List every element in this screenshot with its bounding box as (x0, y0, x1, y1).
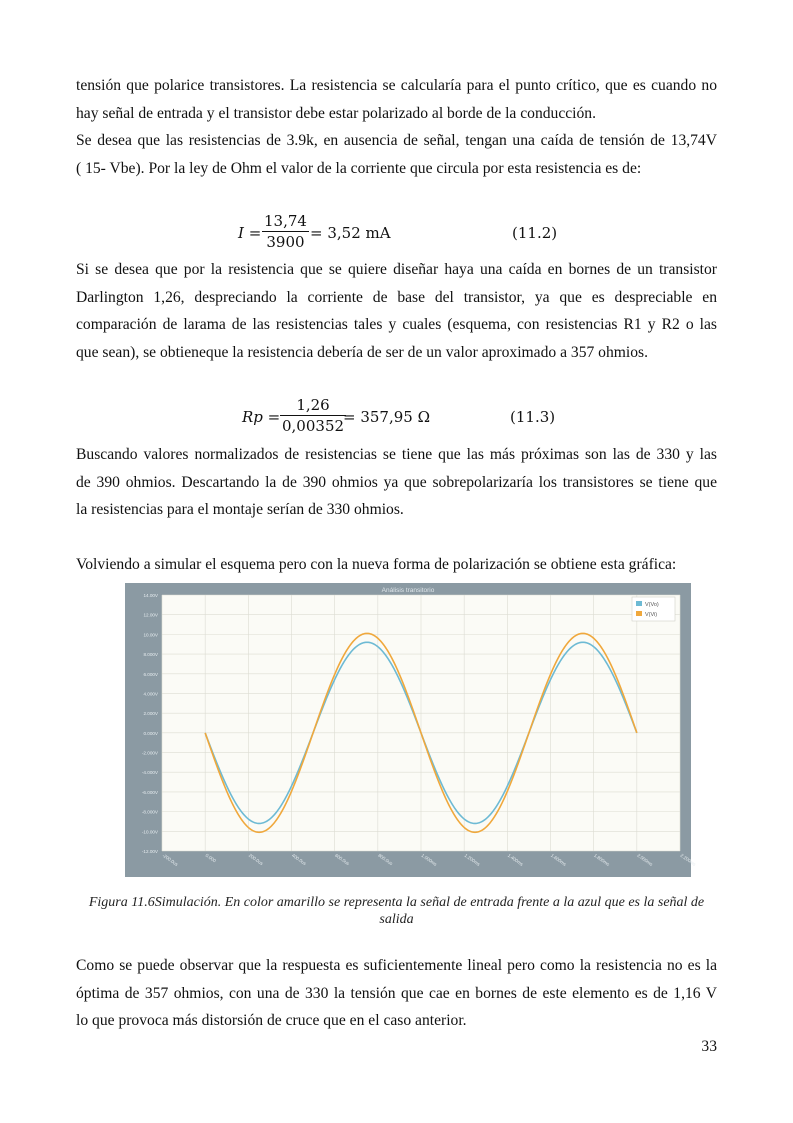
legend-swatch-output (636, 601, 642, 606)
x-tick-label: 1.600ms (549, 852, 568, 867)
paragraph-intro (76, 72, 717, 127)
y-tick-label: -10.00V (141, 829, 158, 835)
text-line: Se desea que las resistencias de 3.9k, en ausencia de señal, tengan una caída de tensión de 13,74V (76, 132, 717, 149)
x-tick-label: 400.0us (290, 852, 308, 867)
text-line: tensión que polarice transistores. La resistencia se calcularía para el punto crítico, que es cuando no (76, 77, 717, 94)
text-line: Si se desea que por la resistencia que se quiere diseñar haya una caída en bornes de un transistor (76, 261, 717, 278)
text-line: Como se puede observar que la respuesta es suficientemente lineal pero como la resistencia no es la (76, 957, 717, 974)
eq-numerator: 1,26 (296, 396, 330, 414)
text-line: lo que provoca más distorsión de cruce que en el caso anterior. (76, 1012, 467, 1030)
x-tick-label: 1.200ms (463, 852, 481, 867)
paragraph-current (76, 127, 717, 182)
eq-lhs: I = (238, 224, 262, 242)
x-tick-label: 1.800ms (593, 852, 611, 867)
y-tick-label: 2.000V (143, 711, 158, 717)
y-tick-label: 14.00V (143, 593, 158, 598)
eq-rhs: = 3,52 mA (310, 224, 391, 242)
x-tick-label: 1.400ms (506, 852, 525, 867)
y-tick-label: -12.00V (141, 849, 158, 854)
x-tick-label: 800.0us (377, 852, 394, 867)
paragraph-darlington (76, 256, 717, 366)
page-number: 33 (701, 1038, 717, 1055)
text-line: de 390 ohmios. Descartando la de 390 ohmios ya que sobrepolarizaría los transistores se tiene que (76, 473, 717, 491)
y-tick-label: 0.000V (143, 730, 158, 736)
y-tick-label: 12.00V (143, 612, 158, 618)
text-line: comparación de larama de las resistencias tales y cuales (esquema, con resistencias R1 y R2 o las (76, 316, 717, 334)
eq-denominator: 0,00352 (282, 417, 345, 435)
y-tick-label: 10.00V (143, 632, 158, 638)
y-tick-label: 4.000V (143, 691, 158, 697)
text-line: la resistencias para el montaje serían de 330 ohmios. (76, 501, 404, 519)
text-line: Darlington 1,26, despreciando la corriente de base del transistor, ya que es despreciable en (76, 288, 717, 306)
text-line: Buscando valores normalizados de resistencias se tiene que las más próximas son las de 330 y las (76, 446, 717, 463)
x-tick-label: 2.200ms (679, 852, 697, 867)
paragraph-normalized (76, 441, 717, 524)
eq-fraction (262, 212, 309, 251)
y-tick-label: -2.000V (141, 750, 158, 756)
legend (632, 597, 675, 621)
text-line: que sean), se obtieneque la resistencia debería de ser de un valor aproximado a 357 ohmios. (76, 343, 649, 361)
equation-number: (11.3) (510, 408, 556, 426)
x-tick-label: 200.0us (247, 852, 265, 867)
x-tick-label: 0.000 (204, 852, 217, 864)
eq-numerator: 13,74 (264, 212, 307, 230)
y-tick-label: -4.000V (141, 770, 158, 776)
y-tick-label: -6.000V (141, 789, 158, 795)
equation-number: (11.2) (512, 224, 558, 242)
y-tick-label: 6.000V (143, 671, 158, 677)
text-line: Volviendo a simular el esquema pero con la nueva forma de polarización se obtiene esta gráfica: (76, 556, 677, 573)
eq-lhs: Rp = (242, 408, 281, 426)
paragraph-simulate (76, 551, 717, 579)
y-tick-label: -8.000V (141, 809, 158, 815)
text-line: óptima de 357 ohmios, con una de 330 la tensión que cae en bornes de este elemento es de 1,16 V (76, 984, 717, 1002)
eq-fraction (280, 396, 346, 435)
eq-rhs: = 357,95 Ω (343, 408, 431, 426)
legend-label-input: V(Vi) (645, 612, 658, 618)
chart-title: Análisis transitorio (381, 587, 435, 594)
eq-denominator: 3900 (262, 231, 309, 251)
transient-chart (125, 583, 697, 877)
x-tick-label: 1.000ms (420, 852, 438, 867)
y-tick-label: 8.000V (143, 652, 158, 658)
x-tick-label: -200.0us (161, 852, 179, 868)
text-line: ( 15- Vbe). Por la ley de Ohm el valor de la corriente que circula por esta resistencia es de: (76, 159, 642, 177)
x-tick-label: 2.000ms (636, 852, 654, 867)
x-tick-label: 600.0us (334, 852, 351, 867)
legend-label-output: V(Vo) (645, 602, 659, 608)
text-line: hay señal de entrada y el transistor debe estar polarizado al borde de la conducción. (76, 104, 597, 122)
legend-swatch-input (636, 611, 642, 616)
figure-caption: Figura 11.6Simulación. En color amarillo se representa la señal de entrada frente a la azul que es la señal de salida (88, 895, 705, 927)
paragraph-conclusion (76, 952, 717, 1035)
